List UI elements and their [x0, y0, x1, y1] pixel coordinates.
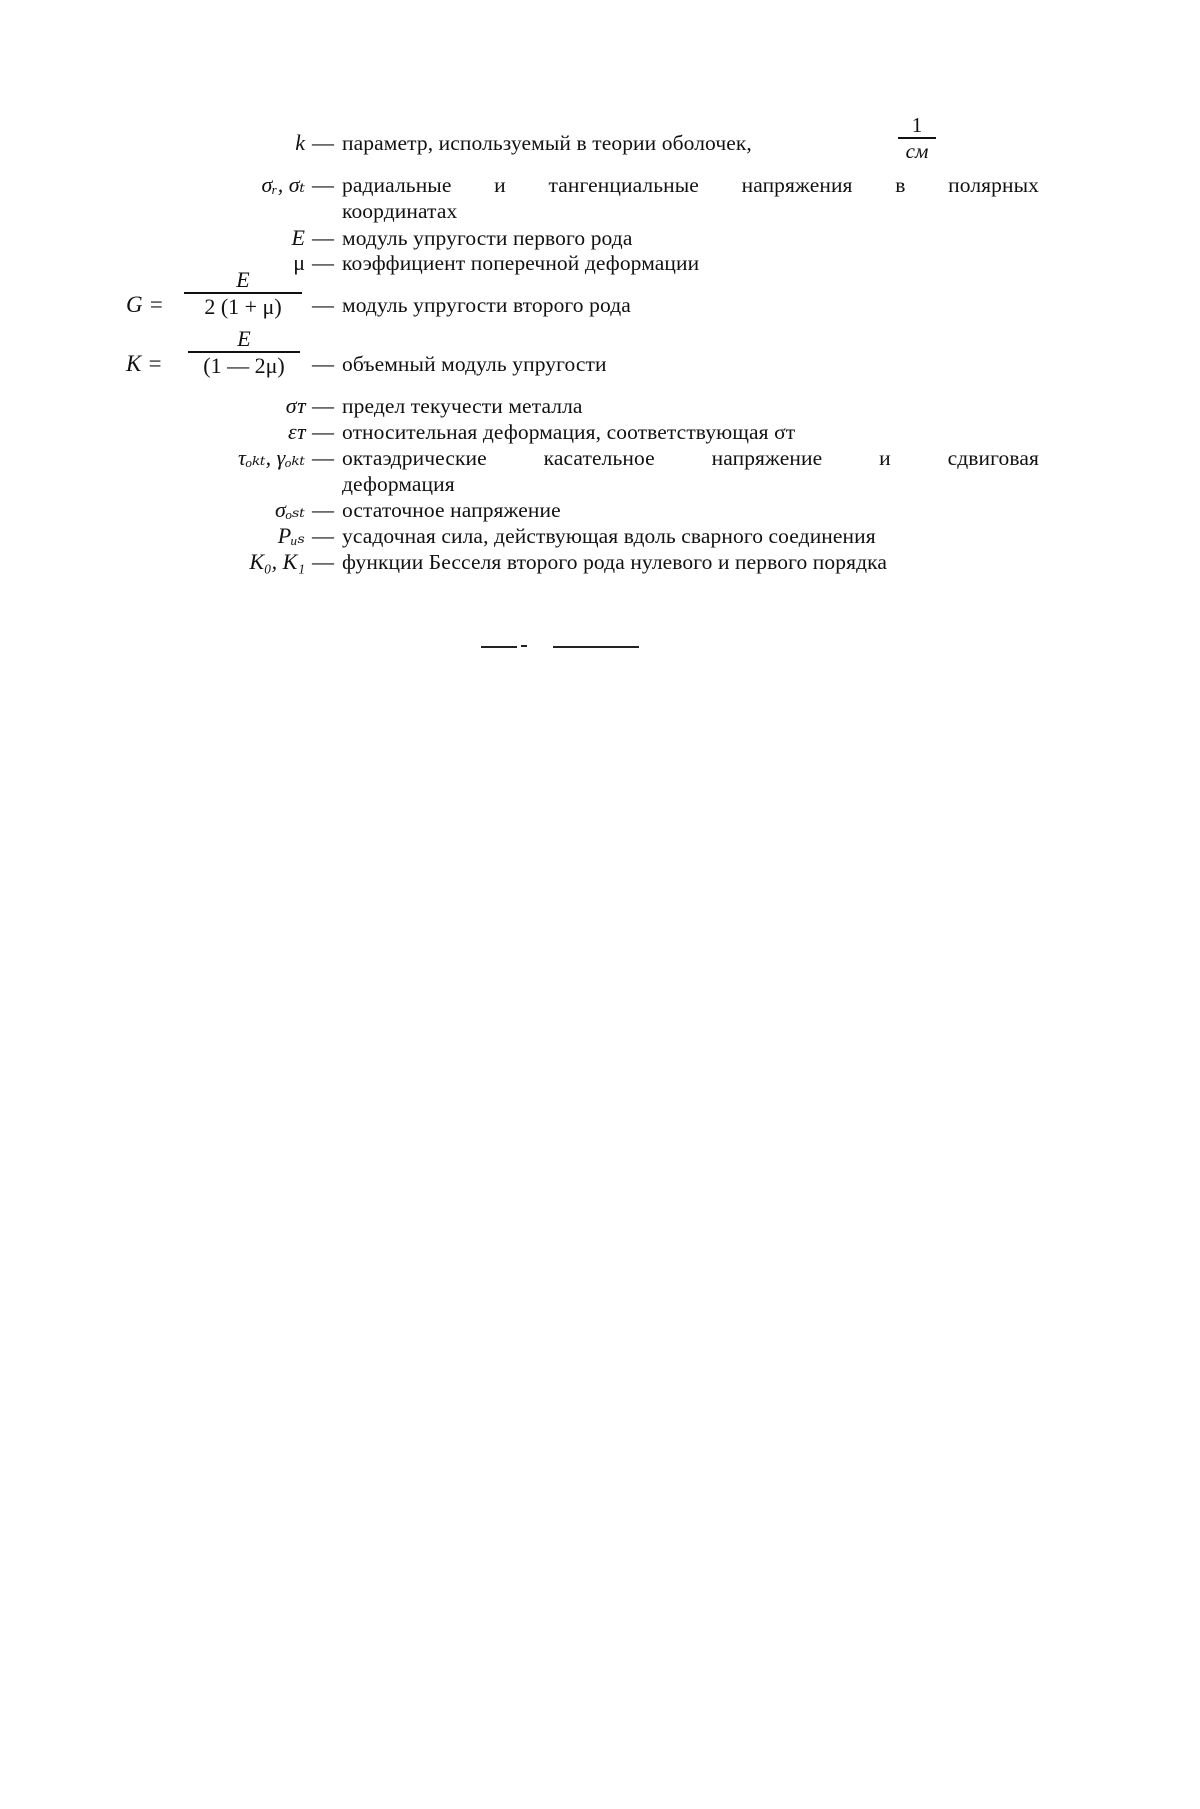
formula-lhs: G =	[126, 292, 164, 317]
fraction-denominator: 2 (1 + μ)	[204, 293, 282, 319]
definition-text: предел текучести металла	[342, 394, 583, 418]
formula-lhs: K =	[126, 351, 163, 376]
definition-text: объемный модуль упругости	[342, 352, 607, 376]
definition-text: остаточное напряжение	[342, 498, 561, 522]
dash: —	[312, 172, 334, 197]
fraction-numerator: E	[236, 267, 250, 292]
dash: —	[312, 445, 334, 470]
unit-denominator: см	[905, 138, 929, 163]
definition-text: параметр, используемый в теории оболочек,	[342, 131, 752, 155]
fraction-numerator: E	[237, 326, 251, 351]
definition-text: относительная деформация, соответствующая σᴛ	[342, 420, 796, 444]
definition-row-k-formula	[0, 326, 1200, 379]
symbol: Pᵤₛ	[277, 523, 305, 548]
symbol: τₒₖₜ, γₒₖₜ	[237, 445, 305, 470]
symbol: K₀, K₁	[249, 549, 305, 574]
symbol: E	[291, 225, 305, 250]
dash: —	[312, 292, 334, 317]
unit-numerator: 1	[911, 113, 923, 137]
dash: —	[312, 497, 334, 522]
definition-row-g-formula	[0, 267, 1200, 320]
dash: —	[312, 351, 334, 376]
definition-row-sigma-r-t	[0, 170, 1200, 226]
dash: —	[312, 225, 334, 250]
symbol: σₒₛₜ	[275, 497, 305, 522]
dash: —	[312, 549, 334, 574]
definition-row-mu	[0, 248, 1200, 278]
symbol: σᵣ, σₜ	[261, 172, 305, 197]
definition-continuation: деформация	[342, 472, 455, 496]
symbol: k	[295, 130, 305, 155]
definition-text: усадочная сила, действующая вдоль сварного соединения	[342, 524, 876, 548]
dash: —	[312, 523, 334, 548]
definition-line: октаэдрические касательное напряжение и сдвиговая	[342, 446, 1039, 470]
definition-text: модуль упругости первого рода	[342, 226, 633, 250]
dash: —	[312, 393, 334, 418]
definition-row-k	[0, 113, 1200, 163]
definition-text	[342, 170, 1039, 198]
symbol: μ	[293, 250, 305, 275]
definition-row-tau-gamma-okt	[0, 443, 1200, 499]
dash: —	[312, 250, 334, 275]
dash: —	[312, 419, 334, 444]
unit-fraction	[898, 114, 936, 162]
definition-text: функции Бесселя второго рода нулевого и первого порядка	[342, 550, 888, 574]
formula-fraction	[188, 327, 300, 379]
formula-fraction	[184, 268, 302, 320]
symbol: σᴛ	[285, 393, 305, 418]
definition-text: модуль упругости второго рода	[342, 293, 631, 317]
definition-text	[342, 443, 1039, 471]
section-end-rule-left	[481, 646, 517, 648]
fraction-denominator: (1 — 2μ)	[203, 352, 285, 378]
definition-text: коэффициент поперечной деформации	[342, 251, 700, 275]
definition-continuation: координатах	[342, 199, 458, 223]
definition-line: радиальные и тангенциальные напряжения в полярных	[342, 173, 1039, 197]
symbol: εᴛ	[287, 419, 305, 444]
dash: —	[312, 130, 334, 155]
section-end-rule-right	[553, 646, 639, 648]
section-end-rule-dot	[521, 645, 527, 647]
definition-row-k0-k1	[0, 547, 1200, 577]
